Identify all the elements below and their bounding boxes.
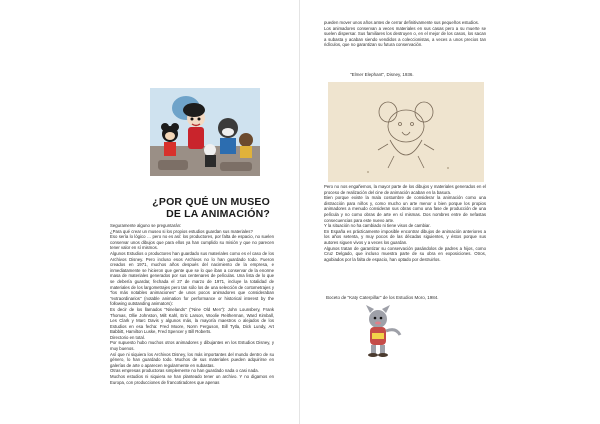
left-body-text: [110, 223, 274, 385]
caterpillar-caption: Boceto de "Katy Caterpillar" de los Estudios Moro, 1984.: [326, 295, 439, 300]
paragraph: Algunos Estudios o productores han guardado sus materiales como es el caso de los Archivos Disney. Pero incluso esos Archivos no lo han guardado todo. Fueron creados en 1971, muchos años después del nacimiento de la empresa, e inmediatamente se hicieron que gente que se lo que iban a conservar de la enorme masa de materiales generados por sus centenares de películas. Una lista de lo que se debería guardar, fechada el 27 de marzo de 1971, incluye la totalidad de materiales de los largometrajes pero tan sólo los de una selección de cortometrajes y "los más notables animaciones" de unos pocos animadores que consideraban "extraordinarios" (notable animation for performance or historical interest by the following outstanding animators):: [110, 250, 274, 307]
cartoon-collage-illustration: [150, 88, 260, 176]
paragraph: Así que ni siquiera los Archivos Disney, los más importantes del mundo dentro de su género, lo han guardado todo. Muchos de sus materiales pueden adquirirse en galerías de arte o aparecen regularmente en subastas.: [110, 351, 274, 368]
heading-line-2: DE LA ANIMACIÓN?: [166, 208, 270, 220]
pencil-sketch-drawing: [328, 82, 484, 182]
right-middle-body-text: [324, 184, 486, 262]
paragraph: Los animadores conservan a veces materiales en sus casas pero a su muerte se suelen dispersar. Sus familiares los destruyen o, en el mejor de los casos, los sacan a subasta y acaban siendo vendidos a coleccionistas, a veces a unos precios tan ridículos, que no garantizan su futura conservación.: [324, 25, 486, 48]
elephant-sketch-image: [328, 82, 484, 182]
cat-cel-image: [348, 303, 418, 361]
paragraph: Y la situación no ha cambiado ni tiene visos de cambiar.: [324, 223, 431, 229]
paragraph: Algunos tratan de garantizar su conservación pasándolos de padres a hijos, como Cruz Delgado, que incluso muestra parte de su obra en exposiciones. Otros, agobiados por la falta de espacio, han optado por destruirlos.: [324, 245, 486, 262]
paragraph: Otras empresas productoras simplemente no han guardado nada o casi nada.: [110, 368, 259, 374]
elephant-caption: "Elmer Elephant", Disney, 1936.: [350, 72, 414, 77]
paragraph: Seguramente alguno se preguntarán:: [110, 223, 182, 228]
paragraph: Eso sería lo lógico … pero no es así: los productores, por falta de espacio, no suelen conservar unos dibujos que para ellos ya han cumplido su misión y que no parecen tener valor en sí mismos.: [110, 234, 274, 251]
paragraph: Bien porque existe la mala costumbre de considerar la animación como una distracción para niños y, como mucho un arte menor o bien porque los propios animadores a menudo consideran sus obras como una fase de producción de una película y no como obras de arte en sí mismas. Dos nombres entre de nefastas consecuencias para este nuevo arte.: [324, 195, 486, 223]
heading-line-1: ¿POR QUÉ UN MUSEO: [152, 196, 270, 208]
paragraph: En España es prácticamente imposible encontrar dibujos de animación anteriores a los años setenta, y muy pocos de las décadas siguientes, y éstos porque sus autores siguen vivos y a veces los guardan.: [324, 228, 486, 245]
paragraph: Por supuesto hubo muchos otros animadores y dibujantes en los Estudios Disney, y muy buenos.: [110, 340, 274, 352]
paragraph: Es decir de los llamados "Ninelands" ("Nine Old Men"): John Lounsbery, Frank Thomas, Ollie Johnston, Milt Kahl, Eric Larson, Woolie Reitherman, Ward Kimball, Les Clark y Marc Davis y algunos más, la mayoría maestros o alejados de los Estudios en esa fecha: Fred Moore, Norm Ferguson, Bill Tytla, Dick Lundy, Art Babbitt, Hamilton Luske, Fred Spencer y Bill Roberts.: [110, 306, 274, 335]
paragraph: Directorio en total.: [110, 334, 145, 340]
paragraph: Pero no nos engañemos, la mayor parte de los dibujos y materiales generados en el proceso de realización del cine de animación acaban en la basura.: [324, 184, 486, 195]
section-heading: [130, 196, 270, 220]
paragraph: ¿Para qué crear un museo si los propios estudios guardan sus materiales?: [110, 228, 253, 234]
paragraph: Muchos estudios ni siquiera se han planteado tener un archivo. Y no digamos en Europa, con producciones de francotiradores que apenas: [110, 374, 274, 385]
cartoon-cat-drawing: [348, 303, 418, 361]
paragraph: pueden mover unos años antes de cerrar definitivamente sus pequeños estudios.: [324, 20, 480, 25]
right-top-body-text: [324, 20, 486, 48]
cartoon-collage-image: [150, 88, 260, 176]
